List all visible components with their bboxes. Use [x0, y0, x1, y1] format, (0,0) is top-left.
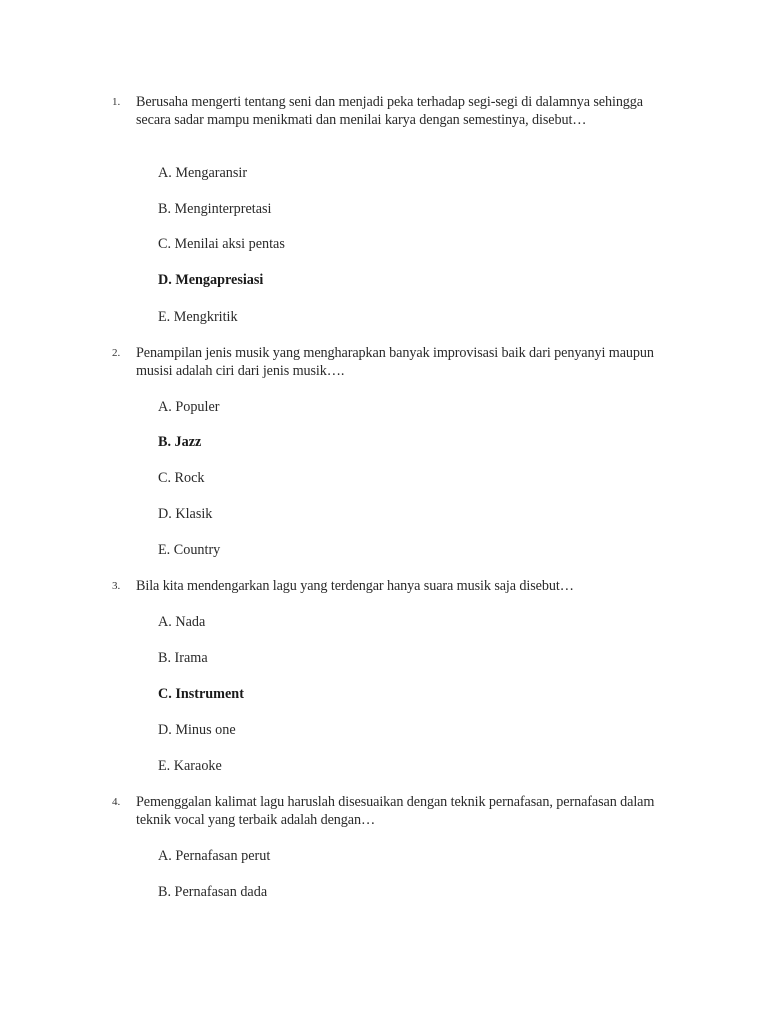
- option-3a: A. Nada: [158, 614, 206, 630]
- question-text: Pemenggalan kalimat lagu haruslah disesuaikan dengan teknik pernafasan, pernafasan dalam teknik vocal yang terbaik adalah dengan…: [136, 794, 655, 828]
- option-2b-correct: B. Jazz: [158, 434, 202, 450]
- option-3e: E. Karaoke: [158, 758, 222, 774]
- option-3b: B. Irama: [158, 650, 208, 666]
- question-number: 4.: [112, 796, 121, 808]
- option-1a: A. Mengaransir: [158, 165, 248, 181]
- option-1c: C. Menilai aksi pentas: [158, 236, 285, 252]
- option-2d: D. Klasik: [158, 506, 213, 522]
- question-text: Penampilan jenis musik yang mengharapkan banyak improvisasi baik dari penyanyi maupun musisi adalah ciri dari jenis musik….: [136, 345, 654, 379]
- option-1b: B. Menginterpretasi: [158, 201, 272, 217]
- option-2c: C. Rock: [158, 470, 205, 486]
- question-number: 2.: [112, 347, 121, 359]
- question-text: Bila kita mendengarkan lagu yang terdengar hanya suara musik saja disebut…: [136, 578, 574, 594]
- option-2a: A. Populer: [158, 399, 220, 415]
- option-1d-correct: D. Mengapresiasi: [158, 272, 264, 288]
- option-2e: E. Country: [158, 542, 221, 558]
- option-3c-correct: C. Instrument: [158, 686, 244, 702]
- question-number: 1.: [112, 96, 121, 108]
- question-text: Berusaha mengerti tentang seni dan menjadi peka terhadap segi-segi di dalamnya sehingga secara sadar mampu menikmati dan menilai karya dengan semestinya, disebut…: [136, 94, 643, 128]
- question-number: 3.: [112, 580, 121, 592]
- option-4a: A. Pernafasan perut: [158, 848, 271, 864]
- option-1e: E. Mengkritik: [158, 309, 238, 325]
- option-3d: D. Minus one: [158, 722, 236, 738]
- option-4b: B. Pernafasan dada: [158, 884, 268, 900]
